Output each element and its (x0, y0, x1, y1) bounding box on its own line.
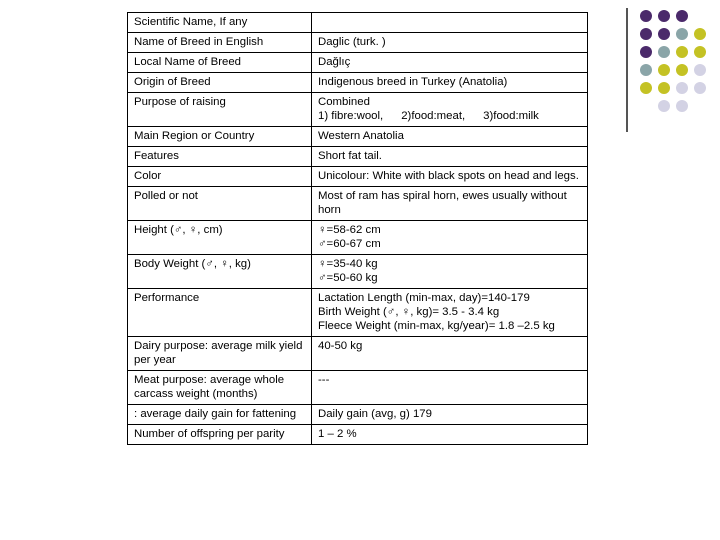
row-value (312, 13, 588, 33)
decorative-dot (676, 28, 688, 40)
table-row (128, 221, 588, 255)
decorative-dot (658, 64, 670, 76)
table-row (128, 93, 588, 127)
row-value (312, 289, 588, 337)
row-label: Color (128, 167, 312, 187)
row-value (312, 93, 588, 127)
table-row (128, 371, 588, 405)
purpose-item: 1) fibre:wool, (318, 110, 384, 122)
row-label: Number of offspring per parity (128, 425, 312, 445)
row-label: Features (128, 147, 312, 167)
decorative-dot (658, 10, 670, 22)
decorative-dot (658, 28, 670, 40)
decorative-dot (640, 64, 652, 76)
value-line: ♂=60-67 cm (318, 238, 381, 250)
row-value (312, 221, 588, 255)
table-row (128, 255, 588, 289)
decorative-dot (676, 100, 688, 112)
decorative-dot (676, 46, 688, 58)
decorative-dot (676, 64, 688, 76)
decorative-dot (694, 28, 706, 40)
decorative-dot (658, 46, 670, 58)
row-label: Dairy purpose: average milk yield per year (128, 337, 312, 371)
decorative-dot (694, 64, 706, 76)
breed-info-table (127, 12, 588, 445)
table-row (128, 337, 588, 371)
row-label: Origin of Breed (128, 73, 312, 93)
value-line: ♀=35-40 kg (318, 258, 378, 270)
decorative-dot (676, 82, 688, 94)
table-row (128, 73, 588, 93)
table-row (128, 127, 588, 147)
row-label: Meat purpose: average whole carcass weight (months) (128, 371, 312, 405)
row-label: Scientific Name, If any (128, 13, 312, 33)
row-value: --- (312, 371, 588, 405)
decorative-dot (640, 28, 652, 40)
row-label: Polled or not (128, 187, 312, 221)
decorative-dot (640, 46, 652, 58)
value-line: Fleece Weight (min-max, kg/year)= 1.8 –2.5 kg (318, 320, 555, 332)
row-label: Name of Breed in English (128, 33, 312, 53)
row-label: Local Name of Breed (128, 53, 312, 73)
row-value: 1 – 2 % (312, 425, 588, 445)
row-value: Daglic (turk. ) (312, 33, 588, 53)
row-label: Main Region or Country (128, 127, 312, 147)
row-value: 40-50 kg (312, 337, 588, 371)
row-value (312, 255, 588, 289)
row-value: Short fat tail. (312, 147, 588, 167)
decorative-dot (658, 100, 670, 112)
decorative-dot (694, 46, 706, 58)
decorative-divider-line (626, 8, 628, 132)
value-line: Lactation Length (min-max, day)=140-179 (318, 292, 530, 304)
row-label: : average daily gain for fattening (128, 405, 312, 425)
decorative-dot (640, 10, 652, 22)
table-row (128, 13, 588, 33)
table-row (128, 405, 588, 425)
table-row (128, 289, 588, 337)
table-row (128, 187, 588, 221)
purpose-list (318, 109, 581, 123)
decorative-dot (676, 10, 688, 22)
row-label: Performance (128, 289, 312, 337)
table-row (128, 425, 588, 445)
row-value: Unicolour: White with black spots on head and legs. (312, 167, 588, 187)
row-value: Indigenous breed in Turkey (Anatolia) (312, 73, 588, 93)
decorative-dot-grid (640, 10, 720, 125)
row-label: Body Weight (♂, ♀, kg) (128, 255, 312, 289)
row-value: Western Anatolia (312, 127, 588, 147)
value-line: ♀=58-62 cm (318, 224, 381, 236)
value-line: Birth Weight (♂, ♀, kg)= 3.5 - 3.4 kg (318, 306, 500, 318)
row-label: Height (♂, ♀, cm) (128, 221, 312, 255)
purpose-item: 2)food:meat, (401, 110, 466, 122)
table-row (128, 167, 588, 187)
table-row (128, 33, 588, 53)
row-value: Most of ram has spiral horn, ewes usually without horn (312, 187, 588, 221)
decorative-dot (640, 82, 652, 94)
table-row (128, 53, 588, 73)
purpose-item: 3)food:milk (483, 110, 539, 122)
decorative-dot (694, 82, 706, 94)
table-row (128, 147, 588, 167)
decorative-dot (658, 82, 670, 94)
row-value: Daily gain (avg, g) 179 (312, 405, 588, 425)
row-value: Dağlıç (312, 53, 588, 73)
row-label: Purpose of raising (128, 93, 312, 127)
value-line: ♂=50-60 kg (318, 272, 378, 284)
purpose-heading: Combined (318, 96, 370, 108)
